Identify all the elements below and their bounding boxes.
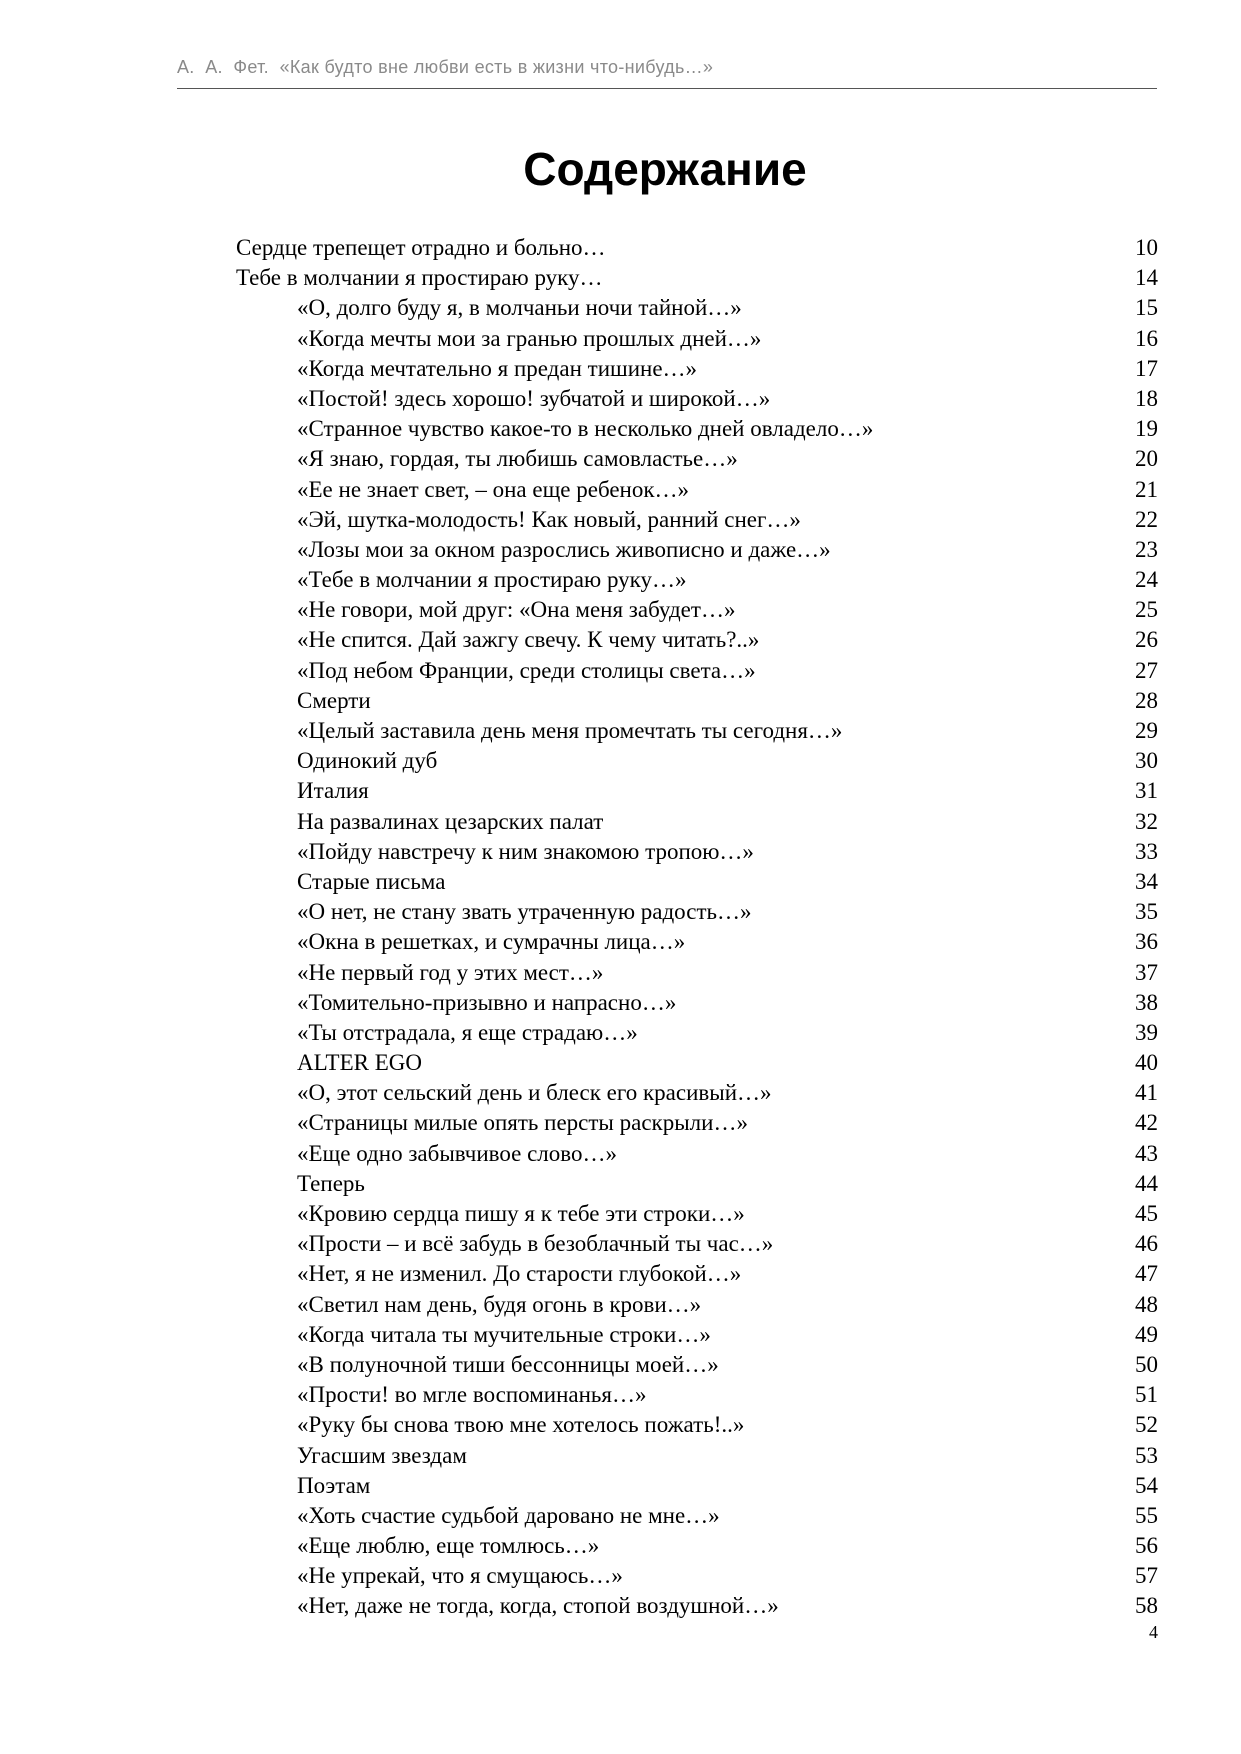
toc-entry-title: ALTER EGO xyxy=(297,1050,423,1076)
toc-entry-title: «Когда читала ты мучительные строки…» xyxy=(297,1321,711,1347)
toc-entry-title: Теперь xyxy=(297,1170,365,1196)
toc-entry[interactable] xyxy=(236,625,1158,655)
toc-entry[interactable] xyxy=(236,1380,1158,1410)
toc-entry[interactable] xyxy=(236,1259,1158,1289)
toc-entry-page: 21 xyxy=(1135,476,1158,502)
toc-entry[interactable] xyxy=(236,807,1158,837)
toc-entry-page: 18 xyxy=(1135,385,1158,411)
toc-entry-title: «Страницы милые опять персты раскрыли…» xyxy=(297,1110,748,1136)
toc-entry[interactable] xyxy=(236,444,1158,474)
toc-entry-title: «Светил нам день, будя огонь в крови…» xyxy=(297,1291,702,1317)
toc-entry-page: 48 xyxy=(1135,1291,1158,1317)
toc-entry-page: 47 xyxy=(1135,1261,1158,1287)
toc-entry-page: 24 xyxy=(1135,567,1158,593)
toc-entry-title: «Когда мечтательно я предан тишине…» xyxy=(297,355,698,381)
toc-entry[interactable] xyxy=(236,1320,1158,1350)
toc-entry[interactable] xyxy=(236,1471,1158,1501)
toc-entry-title: «Под небом Франции, среди столицы света…» xyxy=(297,657,756,683)
toc-entry-title: «Я знаю, гордая, ты любишь самовластье…» xyxy=(297,446,738,472)
toc-entry[interactable] xyxy=(236,656,1158,686)
toc-entry-title: «Еще одно забывчивое слово…» xyxy=(297,1140,617,1166)
toc-entry-title: «Окна в решетках, и сумрачны лица…» xyxy=(297,929,686,955)
toc-entry-title: «В полуночной тиши бессонницы моей…» xyxy=(297,1351,719,1377)
toc-entry[interactable] xyxy=(236,1531,1158,1561)
toc-entry[interactable] xyxy=(236,897,1158,927)
toc-entry-title: «Не говори, мой друг: «Она меня забудет…» xyxy=(297,597,736,623)
toc-entry-title: Поэтам xyxy=(297,1472,371,1498)
toc-entry[interactable] xyxy=(236,1410,1158,1440)
toc-entry[interactable] xyxy=(236,1350,1158,1380)
toc-entry[interactable] xyxy=(236,716,1158,746)
toc-entry-title: «Странное чувство какое-то в несколько дней овладело…» xyxy=(297,416,874,442)
toc-entry-title: «Целый заставила день меня промечтать ты сегодня…» xyxy=(297,718,843,743)
toc-entry-page: 15 xyxy=(1135,295,1158,321)
toc-entry[interactable] xyxy=(236,1501,1158,1531)
toc-entry-title: «Ты отстрадала, я еще страдаю…» xyxy=(297,1019,638,1045)
toc-entry-page: 25 xyxy=(1135,597,1158,623)
toc-entry[interactable] xyxy=(236,1078,1158,1108)
toc-entry-page: 22 xyxy=(1135,506,1158,532)
toc-entry[interactable] xyxy=(236,505,1158,535)
toc-entry-page: 39 xyxy=(1135,1019,1158,1045)
toc-entry-page: 29 xyxy=(1135,718,1158,743)
toc-entry-page: 52 xyxy=(1135,1412,1158,1438)
toc-entry[interactable] xyxy=(236,686,1158,716)
toc-entry-page: 10 xyxy=(1135,235,1158,260)
toc-entry[interactable] xyxy=(236,595,1158,625)
toc-entry[interactable] xyxy=(236,927,1158,957)
toc-entry[interactable] xyxy=(236,1018,1158,1048)
toc-entry-page: 54 xyxy=(1135,1472,1158,1498)
toc-entry[interactable] xyxy=(236,958,1158,988)
toc-entry-title: «Постой! здесь хорошо! зубчатой и широкой…» xyxy=(297,385,771,411)
toc-entry-page: 34 xyxy=(1135,868,1158,894)
toc-entry-page: 51 xyxy=(1135,1382,1158,1408)
toc-entry-page: 31 xyxy=(1135,778,1158,804)
toc-entry-page: 17 xyxy=(1135,355,1158,381)
toc-entry-title: «Лозы мои за окном разрослись живописно и даже…» xyxy=(297,536,831,562)
toc-entry-title: «Ее не знает свет, – она еще ребенок…» xyxy=(297,476,690,502)
toc-entry-page: 37 xyxy=(1135,959,1158,985)
toc-entry-title: Сердце трепещет отрадно и больно… xyxy=(236,235,606,260)
toc-entry-page: 43 xyxy=(1135,1140,1158,1166)
toc-entry-page: 41 xyxy=(1135,1080,1158,1106)
toc-entry-page: 28 xyxy=(1135,687,1158,713)
toc-entry[interactable] xyxy=(236,535,1158,565)
toc-entry[interactable] xyxy=(236,354,1158,384)
toc-entry-title: Угасшим звездам xyxy=(297,1442,467,1468)
toc-entry-page: 26 xyxy=(1135,627,1158,653)
toc-entry-title: «Пойду навстречу к ним знакомою тропою…» xyxy=(297,838,754,864)
toc-entry-page: 58 xyxy=(1135,1593,1158,1619)
toc-entry-title: Тебе в молчании я простираю руку… xyxy=(236,265,603,291)
toc-entry[interactable] xyxy=(236,988,1158,1018)
toc-entry-page: 16 xyxy=(1135,325,1158,351)
toc-entry[interactable] xyxy=(236,1441,1158,1471)
toc-entry-title: «Прости – и всё забудь в безоблачный ты час…» xyxy=(297,1231,774,1257)
toc-entry[interactable] xyxy=(236,1169,1158,1199)
toc-entry[interactable] xyxy=(236,233,1158,263)
toc-entry[interactable] xyxy=(236,475,1158,505)
toc-entry[interactable] xyxy=(236,293,1158,323)
toc-entry-title: «Не спится. Дай зажгу свечу. К чему читать?..» xyxy=(297,627,760,653)
toc-entry-title: «Не первый год у этих мест…» xyxy=(297,959,604,985)
toc-entry-title: На развалинах цезарских палат xyxy=(297,808,604,834)
toc-entry-title: Италия xyxy=(297,778,369,804)
toc-entry-page: 45 xyxy=(1135,1201,1158,1226)
toc-entry-title: «Еще люблю, еще томлюсь…» xyxy=(297,1533,600,1559)
toc-entry-title: «Нет, я не изменил. До старости глубокой…» xyxy=(297,1261,742,1287)
toc-entry-page: 44 xyxy=(1135,1170,1158,1196)
toc-entry-title: «О, долго буду я, в молчаньи ночи тайной…» xyxy=(297,295,742,321)
toc-entry[interactable] xyxy=(236,776,1158,806)
toc-entry-title: «Не упрекай, что я смущаюсь…» xyxy=(297,1563,623,1589)
toc-entry-page: 40 xyxy=(1135,1050,1158,1076)
toc-entry-title: «О нет, не стану звать утраченную радость…» xyxy=(297,899,752,925)
toc-entry-page: 50 xyxy=(1135,1351,1158,1377)
toc-entry[interactable] xyxy=(236,1048,1158,1078)
toc-entry[interactable] xyxy=(236,414,1158,444)
toc-entry-page: 14 xyxy=(1135,265,1158,291)
toc-entry[interactable] xyxy=(236,1199,1158,1229)
toc-entry-title: «Хоть счастие судьбой даровано не мне…» xyxy=(297,1502,720,1528)
toc-entry-page: 38 xyxy=(1135,989,1158,1015)
toc-entry[interactable] xyxy=(236,746,1158,776)
table-of-contents xyxy=(236,233,1158,1622)
toc-entry-page: 35 xyxy=(1135,899,1158,925)
toc-entry[interactable] xyxy=(236,1591,1158,1621)
page-number: 4 xyxy=(1149,1622,1158,1642)
toc-entry[interactable] xyxy=(236,565,1158,595)
toc-entry-page: 27 xyxy=(1135,657,1158,683)
header-divider xyxy=(177,88,1157,89)
toc-entry-title: «Тебе в молчании я простираю руку…» xyxy=(297,567,687,593)
toc-entry-page: 20 xyxy=(1135,446,1158,472)
toc-entry-page: 49 xyxy=(1135,1321,1158,1347)
toc-entry-page: 56 xyxy=(1135,1533,1158,1559)
toc-entry[interactable] xyxy=(236,867,1158,897)
toc-entry-title: «Прости! во мгле воспоминанья…» xyxy=(297,1382,647,1408)
toc-entry-page: 36 xyxy=(1135,929,1158,955)
toc-entry-page: 42 xyxy=(1135,1110,1158,1136)
toc-entry-title: «О, этот сельский день и блеск его красивый…» xyxy=(297,1080,772,1106)
toc-entry[interactable] xyxy=(236,1290,1158,1320)
toc-entry[interactable] xyxy=(236,1229,1158,1259)
toc-entry-page: 55 xyxy=(1135,1502,1158,1528)
toc-entry-title: «Эй, шутка-молодость! Как новый, ранний снег…» xyxy=(297,506,801,532)
toc-entry-title: Смерти xyxy=(297,687,371,713)
toc-entry-title: «Томительно-призывно и напрасно…» xyxy=(297,989,677,1015)
toc-entry[interactable] xyxy=(236,324,1158,354)
toc-entry[interactable] xyxy=(236,1108,1158,1138)
toc-entry[interactable] xyxy=(236,1561,1158,1591)
toc-entry-page: 53 xyxy=(1135,1442,1158,1468)
toc-entry-page: 46 xyxy=(1135,1231,1158,1257)
toc-entry-title: «Нет, даже не тогда, когда, стопой воздушной…» xyxy=(297,1593,779,1619)
toc-entry-title: «Руку бы снова твою мне хотелось пожать!..» xyxy=(297,1412,745,1438)
toc-entry-page: 57 xyxy=(1135,1563,1158,1589)
toc-entry-page: 23 xyxy=(1135,536,1158,562)
toc-entry[interactable] xyxy=(236,1139,1158,1169)
toc-entry-page: 32 xyxy=(1135,808,1158,834)
toc-entry[interactable] xyxy=(236,837,1158,867)
toc-entry[interactable] xyxy=(236,263,1158,293)
toc-entry-title: «Кровию сердца пишу я к тебе эти строки…» xyxy=(297,1201,745,1226)
toc-entry-page: 30 xyxy=(1135,748,1158,774)
toc-entry-title: «Когда мечты мои за гранью прошлых дней…» xyxy=(297,325,762,351)
toc-entry-title: Старые письма xyxy=(297,868,446,894)
page-title: Содержание xyxy=(523,143,807,195)
toc-entry-page: 19 xyxy=(1135,416,1158,442)
toc-entry-page: 33 xyxy=(1135,838,1158,864)
toc-entry-title: Одинокий дуб xyxy=(297,748,438,774)
toc-entry[interactable] xyxy=(236,384,1158,414)
running-header: А. А. Фет. «Как будто вне любви есть в жизни что-нибудь…» xyxy=(177,57,714,77)
